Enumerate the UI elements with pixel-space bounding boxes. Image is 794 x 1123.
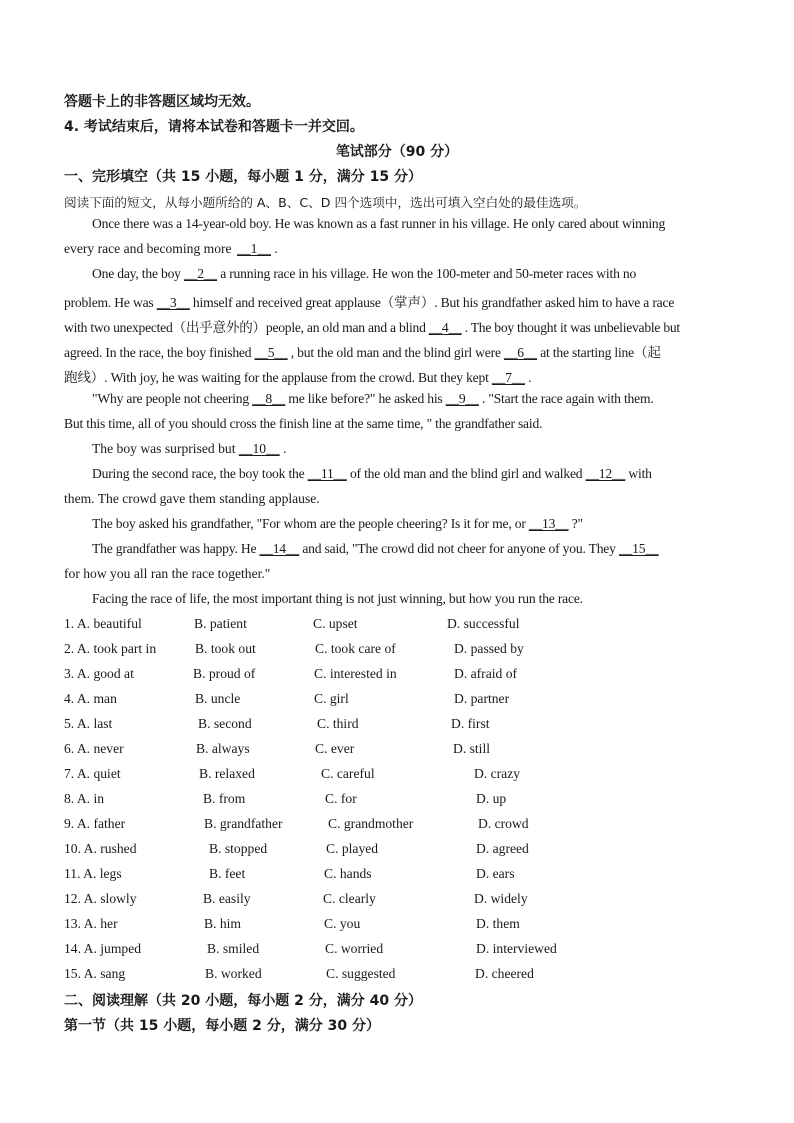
blank-6: __6__	[504, 345, 537, 360]
passage-line: The boy asked his grandfather, "For whom are the people cheering? Is it for me, or __13__ ?"	[92, 516, 583, 531]
blank-15: __15__	[618, 541, 659, 556]
option-a: 6. A. never	[64, 741, 124, 756]
option-b: B. from	[203, 791, 246, 806]
option-d: D. widely	[474, 891, 528, 906]
option-d: D. passed by	[454, 641, 524, 656]
section-title: 笔试部分（90 分）	[335, 144, 459, 160]
option-c: C. for	[325, 791, 357, 806]
option-b: B. second	[198, 716, 252, 731]
option-c: C. worried	[325, 941, 384, 956]
passage-line: The grandfather was happy. He __14__ and said, "The crowd did not cheer for anyone of you. They __15__	[92, 541, 659, 556]
option-a: 13. A. her	[64, 916, 118, 931]
option-a: 3. A. good at	[64, 666, 134, 681]
blank-10: __10__	[238, 441, 280, 456]
option-d: D. crowd	[478, 816, 529, 831]
option-d: D. successful	[447, 616, 520, 631]
blank-9: __9__	[445, 391, 479, 406]
option-a: 9. A. father	[64, 816, 126, 831]
passage-line: But this time, all of you should cross the finish line at the same time, " the grandfather said.	[64, 416, 543, 431]
option-d: D. still	[453, 741, 491, 756]
option-c: C. clearly	[323, 891, 376, 906]
passage-line: every race and becoming more __1__ .	[64, 241, 278, 256]
passage-line: them. The crowd gave them standing applause.	[64, 491, 320, 506]
option-c: C. suggested	[326, 966, 396, 981]
passage-line: During the second race, the boy took the __11__ of the old man and the blind girl and walked __12__ with	[92, 466, 652, 481]
option-a: 2. A. took part in	[64, 641, 157, 656]
passage-line: "Why are people not cheering __8__ me like before?" he asked his __9__ . "Start the race again with them.	[92, 391, 654, 406]
option-a: 12. A. slowly	[64, 891, 137, 906]
option-c: C. interested in	[314, 666, 397, 681]
option-a: 11. A. legs	[64, 866, 122, 881]
passage-line: Once there was a 14-year-old boy. He was known as a fast runner in his village. He only cared about winning	[92, 216, 666, 231]
passage-line: 跑线）. With joy, he was waiting for the applause from the crowd. But they kept __7__ .	[64, 370, 532, 385]
blank-13: __13__	[528, 516, 569, 531]
option-c: C. hands	[324, 866, 372, 881]
notice-line-1: 答题卡上的非答题区域均无效。	[64, 94, 260, 110]
option-b: B. grandfather	[204, 816, 283, 831]
blank-11: __11__	[307, 466, 347, 481]
option-b: B. relaxed	[199, 766, 255, 781]
option-a: 8. A. in	[64, 791, 105, 806]
blank-3: __3__	[156, 295, 190, 310]
option-c: C. played	[326, 841, 379, 856]
part1-heading: 一、完形填空（共 15 小题，每小题 1 分，满分 15 分）	[64, 169, 422, 185]
option-c: C. took care of	[315, 641, 396, 656]
option-b: B. uncle	[195, 691, 241, 706]
part2-subheading: 第一节（共 15 小题，每小题 2 分，满分 30 分）	[64, 1018, 380, 1034]
option-a: 5. A. last	[64, 716, 113, 731]
passage-line: The boy was surprised but __10__ .	[92, 441, 287, 456]
passage-line: with two unexpected（出乎意外的）people, an old man and a blind __4__ . The boy thought it was unbelievable but	[64, 320, 680, 335]
option-a: 15. A. sang	[64, 966, 126, 981]
option-b: B. feet	[209, 866, 246, 881]
passage-line: One day, the boy __2__ a running race in his village. He won the 100-meter and 50-meter races with no	[92, 266, 637, 281]
passage-line: agreed. In the race, the boy finished __5__ , but the old man and the blind girl were __6__ at the starting line（起	[64, 345, 661, 360]
option-b: B. him	[204, 916, 242, 931]
part2-heading: 二、阅读理解（共 20 小题，每小题 2 分，满分 40 分）	[64, 993, 422, 1009]
option-b: B. easily	[203, 891, 251, 906]
option-b: B. patient	[194, 616, 247, 631]
option-c: C. girl	[314, 691, 349, 706]
option-d: D. them	[476, 916, 520, 931]
option-c: C. ever	[315, 741, 355, 756]
option-d: D. agreed	[476, 841, 529, 856]
option-d: D. cheered	[475, 966, 534, 981]
blank-4: __4__	[428, 320, 462, 335]
option-d: D. crazy	[474, 766, 521, 781]
option-c: C. grandmother	[328, 816, 414, 831]
blank-7: __7__	[491, 370, 525, 385]
blank-8: __8__	[252, 391, 286, 406]
option-a: 14. A. jumped	[64, 941, 142, 956]
option-b: B. always	[196, 741, 250, 756]
blank-1: __1__	[236, 241, 271, 256]
passage-line: Facing the race of life, the most important thing is not just winning, but how you run the race.	[92, 591, 583, 606]
option-c: C. third	[317, 716, 359, 731]
part1-instruction: 阅读下面的短文，从每小题所给的 A、B、C、D 四个选项中，选出可填入空白处的最佳选项。	[64, 195, 587, 210]
blank-5: __5__	[254, 345, 288, 360]
option-b: B. smiled	[207, 941, 260, 956]
passage-line: problem. He was __3__ himself and received great applause（掌声）. But his grandfather asked him to have a race	[64, 295, 675, 310]
blank-2: __2__	[184, 266, 217, 281]
blank-14: __14__	[259, 541, 300, 556]
passage-line: for how you all ran the race together."	[64, 566, 271, 581]
notice-line-2: 4. 考试结束后，请将本试卷和答题卡一并交回。	[64, 119, 364, 135]
option-a: 10. A. rushed	[64, 841, 137, 856]
option-a: 4. A. man	[64, 691, 117, 706]
option-d: D. partner	[454, 691, 510, 706]
option-b: B. proud of	[193, 666, 256, 681]
option-a: 1. A. beautiful	[64, 616, 142, 631]
option-a: 7. A. quiet	[64, 766, 121, 781]
option-d: D. up	[476, 791, 507, 806]
option-b: B. took out	[195, 641, 256, 656]
option-c: C. you	[324, 916, 361, 931]
option-c: C. careful	[321, 766, 375, 781]
blank-12: __12__	[585, 466, 626, 481]
option-b: B. worked	[205, 966, 262, 981]
option-d: D. afraid of	[454, 666, 518, 681]
option-c: C. upset	[313, 616, 358, 631]
option-d: D. first	[451, 716, 490, 731]
option-d: D. ears	[476, 866, 515, 881]
option-d: D. interviewed	[476, 941, 557, 956]
option-b: B. stopped	[209, 841, 268, 856]
